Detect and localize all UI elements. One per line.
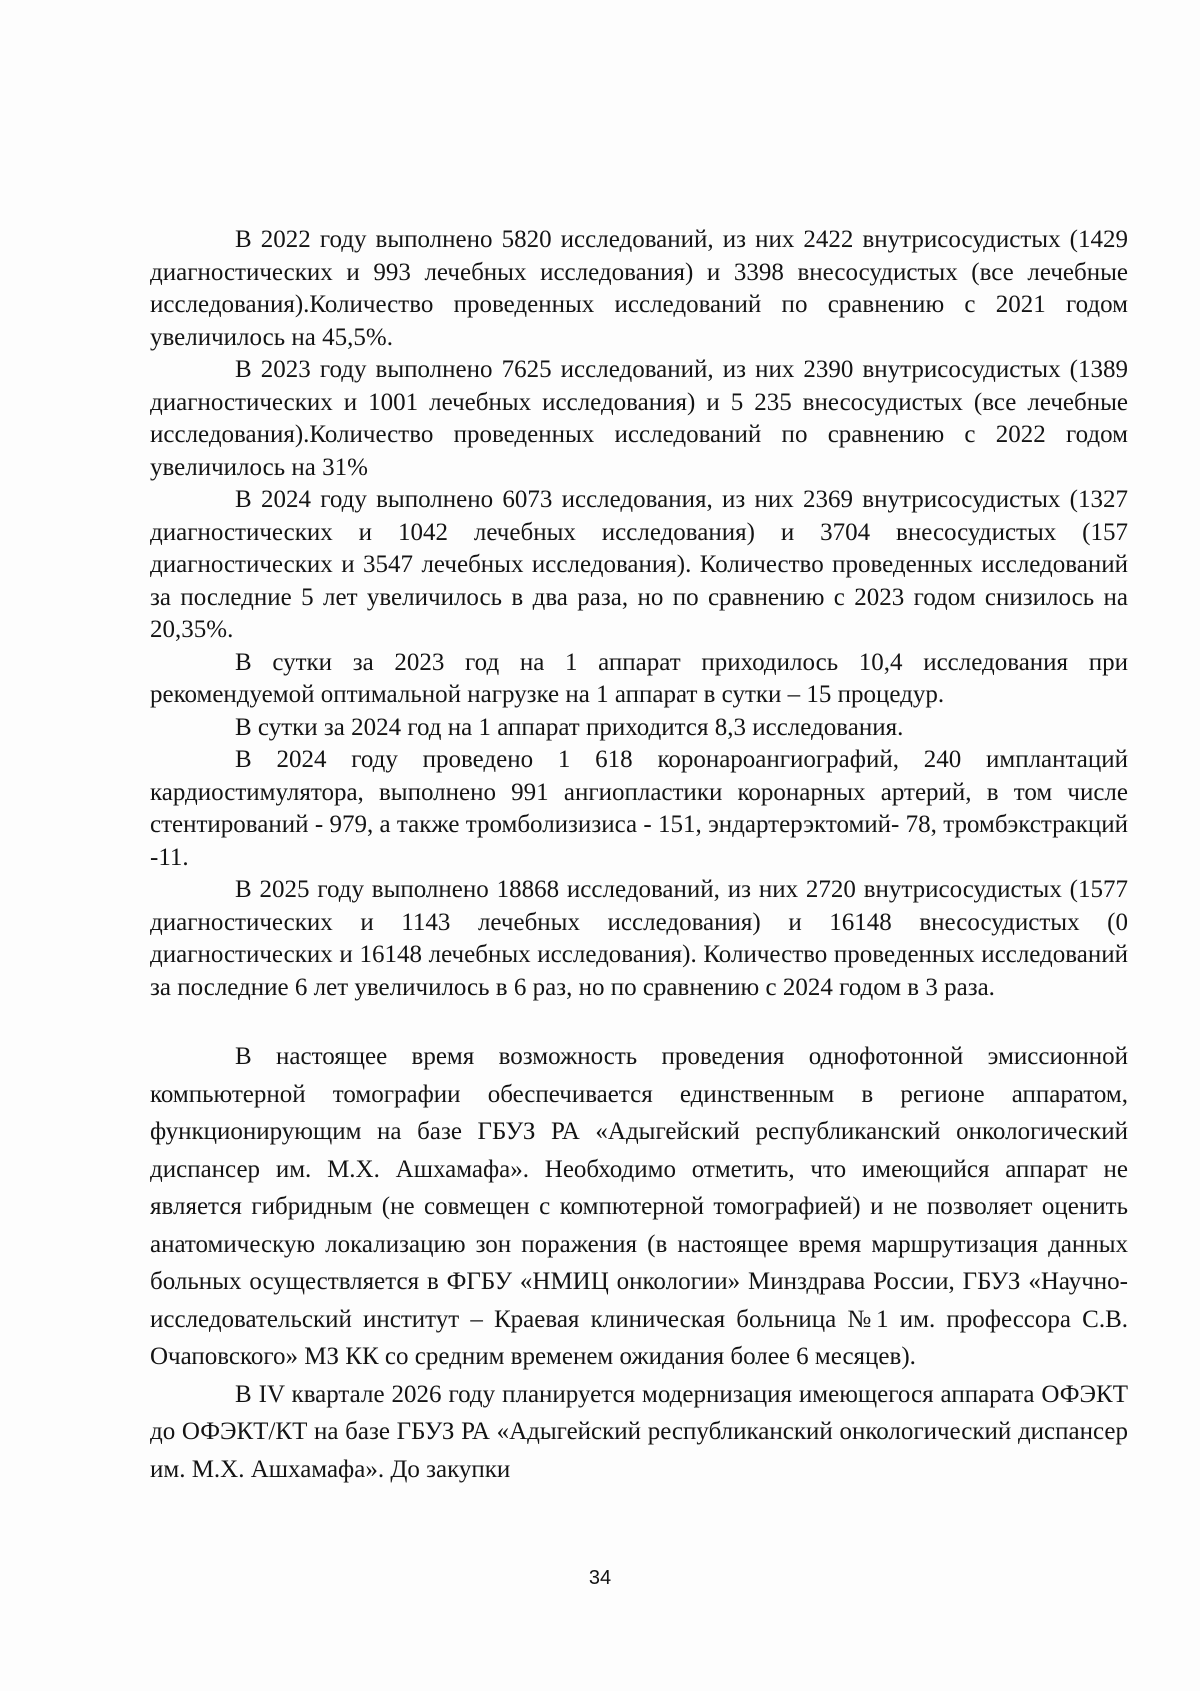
body-text	[150, 224, 1128, 1488]
paragraph-2023: В 2023 году выполнено 7625 исследований, из них 2390 внутрисосудистых (1389 диагностических и 1001 лечебных исследования) и 5 235 внесосудистых (все лечебные исследования).Количество проведенных исследований по сравнению с 2022 годом увеличилось на 31%	[150, 356, 1128, 481]
paragraph-spect-current: В настоящее время возможность проведения однофотонной эмиссионной компьютерной томографии обеспечивается единственным в регионе аппаратом, функционирующим на базе ГБУЗ РА «Адыгейский республиканский онкологический диспансер им. М.Х. Ашхамафа». Необходимо отметить, что имеющийся аппарат не является гибридным (не совмещен с компютерной томографией) и не позволяет оценить анатомическую локализацию зон поражения (в настоящее время маршрутизация данных больных осуществляется в ФГБУ «НМИЦ онкологии» Минздрава России, ГБУЗ «Научно-исследовательский институт – Краевая клиническая больница №1 им. профессора С.В. Очаповского» МЗ КК со средним временем ожидания более 6 месяцев).	[150, 1043, 1128, 1370]
paragraph-spect-modernization: В IV квартале 2026 году планируется модернизация имеющегося аппарата ОФЭКТ до ОФЭКТ/КТ на базе ГБУЗ РА «Адыгейский республиканский онкологический диспансер им. М.Х. Ашхамафа». До закупки	[150, 1380, 1128, 1483]
paragraph-2022: В 2022 году выполнено 5820 исследований, из них 2422 внутрисосудистых (1429 диагностических и 993 лечебных исследования) и 3398 внесосудистых (все лечебные исследования).Количество проведенных исследований по сравнению с 2021 годом увеличилось на 45,5%.	[150, 226, 1128, 351]
section-spect	[150, 1038, 1128, 1488]
section-angiography-stats	[150, 224, 1128, 1004]
paragraph-2025: В 2025 году выполнено 18868 исследований, из них 2720 внутрисосудистых (1577 диагностических и 1143 лечебных исследования) и 16148 внесосудистых (0 диагностических и 16148 лечебных исследования). Количество проведенных исследований за последние 6 лет увеличилось в 6 раз, но по сравнению с 2024 годом в 3 раза.	[150, 876, 1128, 1001]
paragraph-2024: В 2024 году выполнено 6073 исследования, из них 2369 внутрисосудистых (1327 диагностических и 1042 лечебных исследования) и 3704 внесосудистых (157 диагностических и 3547 лечебных исследования). Количество проведенных исследований за последние 5 лет увеличилось в два раза, но по сравнению с 2023 годом снизилось на 20,35%.	[150, 486, 1128, 643]
paragraph-daily-load-2024: В сутки за 2024 год на 1 аппарат приходится 8,3 исследования.	[235, 713, 904, 741]
paragraph-daily-load-2023: В сутки за 2023 год на 1 аппарат приходилось 10,4 исследования при рекомендуемой оптимальной нагрузке на 1 аппарат в сутки – 15 процедур.	[150, 648, 1128, 708]
page-number: 34	[588, 1567, 612, 1589]
paragraph-procedures-2024: В 2024 году проведено 1 618 коронароангиографий, 240 имплантаций кардиостимулятора, выполнено 991 ангиопластики коронарных артерий, в том числе стентирований - 979, а также тромболизизиса - 151, эндартерэктомий- 78, тромбэкстракций -11.	[150, 746, 1128, 871]
